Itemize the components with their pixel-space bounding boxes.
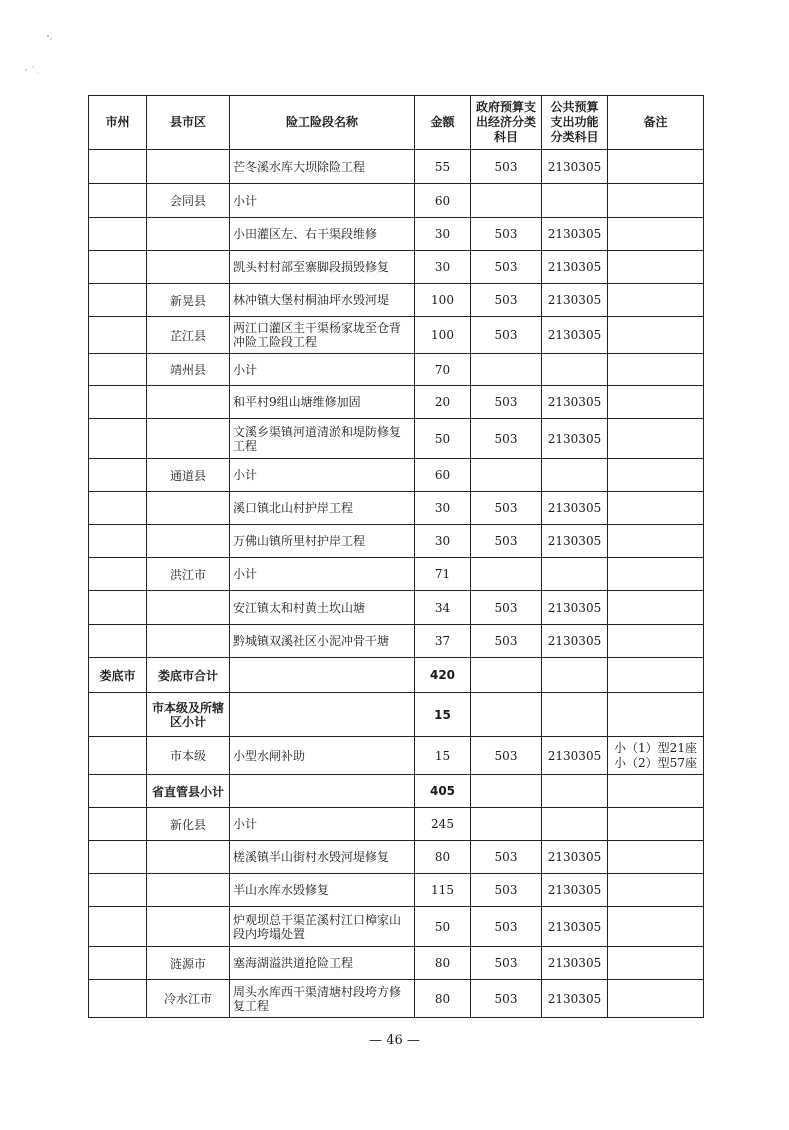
table-row — [89, 218, 704, 251]
cell-name — [230, 658, 415, 693]
cell-city — [89, 150, 147, 184]
cell-note — [608, 693, 704, 737]
col-header-amount: 金额 — [415, 96, 471, 150]
cell-econ: 503 — [471, 737, 542, 775]
cell-name: 小型水闸补助 — [230, 737, 415, 775]
cell-county — [147, 907, 230, 947]
cell-name: 炉观坝总干渠芷溪村江口樟家山段内垮塌处置 — [230, 907, 415, 947]
cell-amount: 55 — [415, 150, 471, 184]
cell-amount: 80 — [415, 980, 471, 1018]
cell-city — [89, 737, 147, 775]
cell-econ — [471, 693, 542, 737]
cell-name — [230, 775, 415, 808]
cell-name: 文溪乡渠镇河道清淤和堤防修复工程 — [230, 419, 415, 459]
cell-city — [89, 775, 147, 808]
table-row — [89, 737, 704, 775]
table-row — [89, 874, 704, 907]
cell-func: 2130305 — [542, 625, 608, 658]
cell-city — [89, 841, 147, 874]
cell-econ — [471, 775, 542, 808]
cell-city — [89, 354, 147, 386]
cell-econ — [471, 808, 542, 841]
cell-func: 2130305 — [542, 591, 608, 625]
cell-county: 新化县 — [147, 808, 230, 841]
scan-speck-marks — [18, 30, 58, 80]
cell-amount: 20 — [415, 386, 471, 419]
cell-city — [89, 218, 147, 251]
header-row — [89, 96, 704, 150]
cell-name: 凯头村村部至寨脚段损毁修复 — [230, 251, 415, 284]
table-row — [89, 591, 704, 625]
cell-note — [608, 525, 704, 558]
cell-name: 槎溪镇半山街村水毁河堤修复 — [230, 841, 415, 874]
cell-note — [608, 419, 704, 459]
cell-func — [542, 693, 608, 737]
cell-county: 冷水江市 — [147, 980, 230, 1018]
table-row — [89, 525, 704, 558]
cell-name: 溪口镇北山村护岸工程 — [230, 492, 415, 525]
cell-county — [147, 591, 230, 625]
col-header-city: 市州 — [89, 96, 147, 150]
cell-name: 安江镇太和村黄土坎山塘 — [230, 591, 415, 625]
cell-note: 小（1）型21座 小（2）型57座 — [608, 737, 704, 775]
cell-note — [608, 184, 704, 218]
cell-amount: 60 — [415, 184, 471, 218]
cell-func — [542, 354, 608, 386]
cell-func — [542, 558, 608, 591]
table-row — [89, 354, 704, 386]
cell-func: 2130305 — [542, 386, 608, 419]
cell-note — [608, 218, 704, 251]
table-row — [89, 492, 704, 525]
cell-note — [608, 841, 704, 874]
cell-note — [608, 284, 704, 317]
cell-county — [147, 625, 230, 658]
cell-county — [147, 419, 230, 459]
table-row — [89, 947, 704, 980]
cell-func: 2130305 — [542, 218, 608, 251]
col-header-econ: 政府预算支出经济分类科目 — [471, 96, 542, 150]
cell-name: 周头水库西干渠清塘村段垮方修复工程 — [230, 980, 415, 1018]
cell-name: 和平村9组山塘维修加固 — [230, 386, 415, 419]
cell-city: 娄底市 — [89, 658, 147, 693]
cell-county — [147, 251, 230, 284]
cell-amount: 30 — [415, 492, 471, 525]
cell-func: 2130305 — [542, 525, 608, 558]
cell-func — [542, 808, 608, 841]
cell-note — [608, 459, 704, 492]
cell-county — [147, 874, 230, 907]
cell-amount: 405 — [415, 775, 471, 808]
cell-city — [89, 317, 147, 354]
cell-name: 林冲镇大堡村桐油坪水毁河堤 — [230, 284, 415, 317]
cell-amount: 100 — [415, 317, 471, 354]
cell-econ — [471, 184, 542, 218]
cell-city — [89, 386, 147, 419]
cell-city — [89, 591, 147, 625]
cell-amount: 70 — [415, 354, 471, 386]
cell-county: 市本级及所辖区小计 — [147, 693, 230, 737]
table-row — [89, 558, 704, 591]
cell-city — [89, 907, 147, 947]
cell-county — [147, 386, 230, 419]
cell-func: 2130305 — [542, 980, 608, 1018]
cell-econ — [471, 558, 542, 591]
cell-note — [608, 591, 704, 625]
cell-city — [89, 558, 147, 591]
cell-city — [89, 808, 147, 841]
cell-econ — [471, 354, 542, 386]
table-row — [89, 150, 704, 184]
table-row — [89, 625, 704, 658]
cell-county — [147, 841, 230, 874]
cell-note — [608, 354, 704, 386]
table-row — [89, 251, 704, 284]
cell-county: 省直管县小计 — [147, 775, 230, 808]
cell-econ — [471, 459, 542, 492]
cell-econ — [471, 658, 542, 693]
cell-econ: 503 — [471, 419, 542, 459]
cell-amount: 37 — [415, 625, 471, 658]
cell-note — [608, 386, 704, 419]
cell-func: 2130305 — [542, 947, 608, 980]
table-row — [89, 284, 704, 317]
cell-func: 2130305 — [542, 150, 608, 184]
cell-econ: 503 — [471, 218, 542, 251]
table-row — [89, 775, 704, 808]
cell-note — [608, 251, 704, 284]
col-header-name: 险工险段名称 — [230, 96, 415, 150]
cell-amount: 80 — [415, 841, 471, 874]
cell-func — [542, 459, 608, 492]
cell-county: 洪江市 — [147, 558, 230, 591]
cell-func: 2130305 — [542, 907, 608, 947]
cell-note — [608, 775, 704, 808]
cell-amount: 71 — [415, 558, 471, 591]
cell-func: 2130305 — [542, 284, 608, 317]
table-row — [89, 658, 704, 693]
cell-note — [608, 625, 704, 658]
cell-func: 2130305 — [542, 737, 608, 775]
cell-amount: 100 — [415, 284, 471, 317]
cell-county: 涟源市 — [147, 947, 230, 980]
cell-name: 小田灌区左、右干渠段维修 — [230, 218, 415, 251]
table-row — [89, 693, 704, 737]
col-header-county: 县市区 — [147, 96, 230, 150]
cell-county: 会同县 — [147, 184, 230, 218]
table-row — [89, 808, 704, 841]
cell-city — [89, 874, 147, 907]
cell-econ: 503 — [471, 525, 542, 558]
table-row — [89, 317, 704, 354]
cell-name: 两江口灌区主干渠杨家垅至仓背冲险工险段工程 — [230, 317, 415, 354]
cell-econ: 503 — [471, 907, 542, 947]
cell-city — [89, 492, 147, 525]
cell-func: 2130305 — [542, 841, 608, 874]
cell-amount: 34 — [415, 591, 471, 625]
cell-econ: 503 — [471, 150, 542, 184]
cell-func: 2130305 — [542, 419, 608, 459]
cell-econ: 503 — [471, 591, 542, 625]
cell-county — [147, 525, 230, 558]
cell-amount: 50 — [415, 419, 471, 459]
cell-name — [230, 693, 415, 737]
cell-county: 娄底市合计 — [147, 658, 230, 693]
cell-note — [608, 874, 704, 907]
cell-county — [147, 218, 230, 251]
cell-county: 新晃县 — [147, 284, 230, 317]
cell-city — [89, 525, 147, 558]
table-row — [89, 459, 704, 492]
cell-county — [147, 150, 230, 184]
cell-city — [89, 459, 147, 492]
cell-func — [542, 184, 608, 218]
cell-note — [608, 150, 704, 184]
table-row — [89, 184, 704, 218]
cell-county: 市本级 — [147, 737, 230, 775]
cell-econ: 503 — [471, 284, 542, 317]
cell-name: 半山水库水毁修复 — [230, 874, 415, 907]
cell-county — [147, 492, 230, 525]
cell-note — [608, 808, 704, 841]
cell-econ: 503 — [471, 317, 542, 354]
cell-econ: 503 — [471, 492, 542, 525]
table-row — [89, 841, 704, 874]
cell-econ: 503 — [471, 980, 542, 1018]
col-header-func: 公共预算支出功能分类科目 — [542, 96, 608, 150]
cell-amount: 30 — [415, 251, 471, 284]
cell-name: 塞海湖溢洪道抢险工程 — [230, 947, 415, 980]
cell-amount: 15 — [415, 693, 471, 737]
cell-name: 芒冬溪水库大坝除险工程 — [230, 150, 415, 184]
cell-note — [608, 980, 704, 1018]
cell-county: 芷江县 — [147, 317, 230, 354]
cell-func: 2130305 — [542, 874, 608, 907]
cell-amount: 50 — [415, 907, 471, 947]
cell-name: 小计 — [230, 184, 415, 218]
cell-amount: 245 — [415, 808, 471, 841]
cell-note — [608, 947, 704, 980]
cell-econ: 503 — [471, 841, 542, 874]
cell-city — [89, 184, 147, 218]
cell-amount: 115 — [415, 874, 471, 907]
budget-table — [88, 95, 704, 1018]
cell-city — [89, 693, 147, 737]
page-number: — 46 — — [369, 1033, 420, 1048]
cell-city — [89, 947, 147, 980]
cell-func — [542, 775, 608, 808]
cell-econ: 503 — [471, 874, 542, 907]
cell-name: 小计 — [230, 808, 415, 841]
cell-city — [89, 625, 147, 658]
cell-func: 2130305 — [542, 251, 608, 284]
cell-note — [608, 658, 704, 693]
cell-name: 小计 — [230, 558, 415, 591]
table-row — [89, 419, 704, 459]
cell-amount: 80 — [415, 947, 471, 980]
cell-note — [608, 907, 704, 947]
cell-city — [89, 284, 147, 317]
cell-county: 靖州县 — [147, 354, 230, 386]
cell-city — [89, 251, 147, 284]
cell-econ: 503 — [471, 251, 542, 284]
cell-econ: 503 — [471, 386, 542, 419]
cell-func: 2130305 — [542, 492, 608, 525]
cell-func — [542, 658, 608, 693]
cell-note — [608, 492, 704, 525]
cell-name: 小计 — [230, 459, 415, 492]
cell-note — [608, 558, 704, 591]
cell-amount: 15 — [415, 737, 471, 775]
cell-note — [608, 317, 704, 354]
cell-name: 黔城镇双溪社区小泥冲骨干塘 — [230, 625, 415, 658]
col-header-note: 备注 — [608, 96, 704, 150]
cell-amount: 60 — [415, 459, 471, 492]
cell-county: 通道县 — [147, 459, 230, 492]
cell-city — [89, 980, 147, 1018]
table-row — [89, 907, 704, 947]
cell-city — [89, 419, 147, 459]
cell-econ: 503 — [471, 947, 542, 980]
cell-name: 小计 — [230, 354, 415, 386]
table-row — [89, 386, 704, 419]
cell-name: 万佛山镇所里村护岸工程 — [230, 525, 415, 558]
cell-amount: 30 — [415, 525, 471, 558]
cell-amount: 420 — [415, 658, 471, 693]
cell-amount: 30 — [415, 218, 471, 251]
table-row — [89, 980, 704, 1018]
cell-econ: 503 — [471, 625, 542, 658]
cell-func: 2130305 — [542, 317, 608, 354]
